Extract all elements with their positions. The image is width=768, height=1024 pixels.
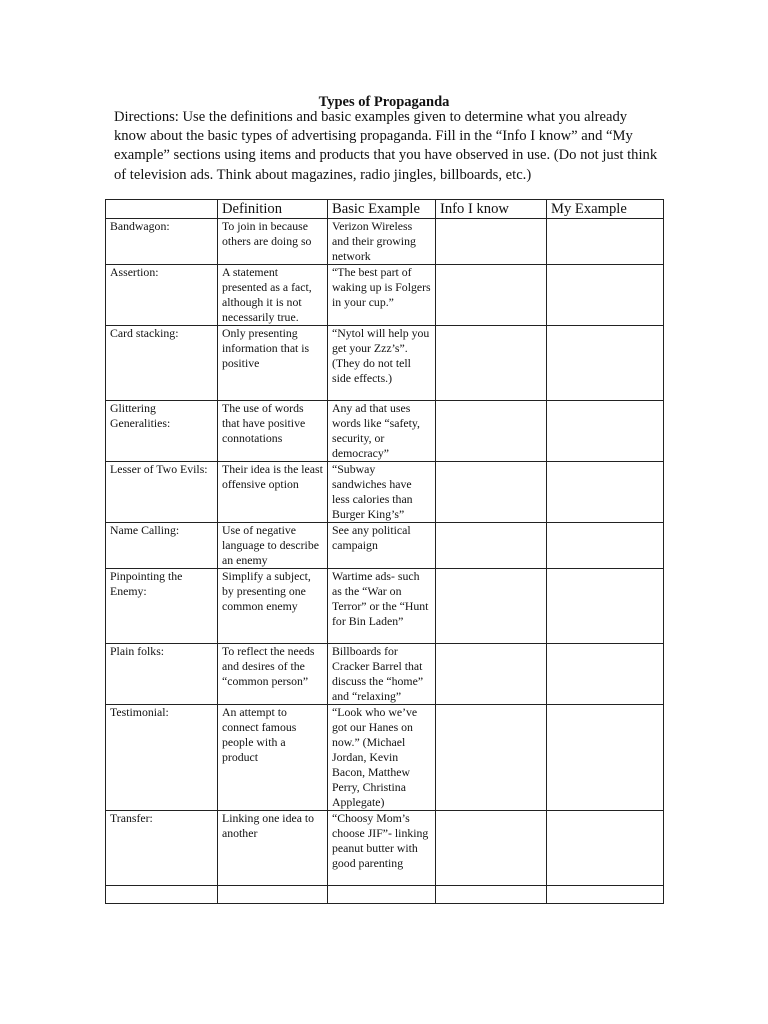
page-title: Types of Propaganda [318, 94, 450, 110]
definition-cell: To reflect the needs and desires of the “common person” [218, 644, 328, 705]
info-i-know-cell[interactable] [436, 523, 547, 569]
propaganda-type-cell: Plain folks: [106, 644, 218, 705]
table-body [106, 219, 664, 904]
definition-cell: An attempt to connect famous people with a product [218, 705, 328, 811]
info-i-know-cell[interactable] [436, 326, 547, 401]
header-basic-example: Basic Example [328, 200, 436, 219]
my-example-cell[interactable] [547, 569, 664, 644]
propaganda-type-cell: Transfer: [106, 811, 218, 886]
basic-example-cell: Wartime ads- such as the “War on Terror” or the “Hunt for Bin Laden” [328, 569, 436, 644]
my-example-cell[interactable] [547, 523, 664, 569]
basic-example-cell [328, 886, 436, 904]
basic-example-cell: Verizon Wireless and their growing network [328, 219, 436, 265]
table-row [106, 644, 664, 705]
table-row [106, 265, 664, 326]
definition-cell: Only presenting information that is positive [218, 326, 328, 401]
definition-cell: Simplify a subject, by presenting one common enemy [218, 569, 328, 644]
definition-cell: Linking one idea to another [218, 811, 328, 886]
info-i-know-cell[interactable] [436, 219, 547, 265]
table-row [106, 886, 664, 904]
table-row [106, 811, 664, 886]
info-i-know-cell[interactable] [436, 569, 547, 644]
my-example-cell[interactable] [547, 462, 664, 523]
my-example-cell[interactable] [547, 705, 664, 811]
propaganda-type-cell: Lesser of Two Evils: [106, 462, 218, 523]
basic-example-cell: “The best part of waking up is Folgers in your cup.” [328, 265, 436, 326]
my-example-cell[interactable] [547, 265, 664, 326]
table-row [106, 705, 664, 811]
my-example-cell[interactable] [547, 401, 664, 462]
table-row [106, 569, 664, 644]
definition-cell: To join in because others are doing so [218, 219, 328, 265]
info-i-know-cell[interactable] [436, 811, 547, 886]
info-i-know-cell[interactable] [436, 705, 547, 811]
table-row [106, 523, 664, 569]
basic-example-cell: “Look who we’ve got our Hanes on now.” (Michael Jordan, Kevin Bacon, Matthew Perry, Christina Applegate) [328, 705, 436, 811]
my-example-cell[interactable] [547, 219, 664, 265]
definition-cell: Their idea is the least offensive option [218, 462, 328, 523]
header-type [106, 200, 218, 219]
propaganda-type-cell: Card stacking: [106, 326, 218, 401]
my-example-cell[interactable] [547, 644, 664, 705]
propaganda-type-cell: Glittering Generalities: [106, 401, 218, 462]
basic-example-cell: “Nytol will help you get your Zzz’s”. (They do not tell side effects.) [328, 326, 436, 401]
directions-paragraph: Directions: Use the definitions and basic examples given to determine what you already know about the basic types of advertising propaganda. Fill in the “Info I know” and “My example” sections using items and products that you have observed in use. (Do not just think of television ads. Think about magazines, radio jingles, billboards, etc.) [114, 109, 658, 183]
header-definition: Definition [218, 200, 328, 219]
info-i-know-cell[interactable] [436, 265, 547, 326]
definition-cell: Use of negative language to describe an enemy [218, 523, 328, 569]
propaganda-type-cell [106, 886, 218, 904]
info-i-know-cell[interactable] [436, 886, 547, 904]
definition-cell: The use of words that have positive connotations [218, 401, 328, 462]
basic-example-cell: See any political campaign [328, 523, 436, 569]
propaganda-table [105, 199, 664, 904]
definition-cell [218, 886, 328, 904]
table-row [106, 219, 664, 265]
propaganda-type-cell: Assertion: [106, 265, 218, 326]
table-row [106, 326, 664, 401]
definition-cell: A statement presented as a fact, although it is not necessarily true. [218, 265, 328, 326]
info-i-know-cell[interactable] [436, 401, 547, 462]
propaganda-type-cell: Name Calling: [106, 523, 218, 569]
my-example-cell[interactable] [547, 811, 664, 886]
info-i-know-cell[interactable] [436, 462, 547, 523]
header-row [106, 200, 664, 219]
table-row [106, 462, 664, 523]
table-row [106, 401, 664, 462]
header-my-example: My Example [547, 200, 664, 219]
my-example-cell[interactable] [547, 886, 664, 904]
basic-example-cell: Billboards for Cracker Barrel that discuss the “home” and “relaxing” [328, 644, 436, 705]
basic-example-cell: “Choosy Mom’s choose JIF”- linking peanut butter with good parenting [328, 811, 436, 886]
basic-example-cell: Any ad that uses words like “safety, security, or democracy” [328, 401, 436, 462]
propaganda-type-cell: Pinpointing the Enemy: [106, 569, 218, 644]
my-example-cell[interactable] [547, 326, 664, 401]
basic-example-cell: “Subway sandwiches have less calories than Burger King’s” [328, 462, 436, 523]
info-i-know-cell[interactable] [436, 644, 547, 705]
header-info-i-know: Info I know [436, 200, 547, 219]
propaganda-type-cell: Testimonial: [106, 705, 218, 811]
propaganda-type-cell: Bandwagon: [106, 219, 218, 265]
